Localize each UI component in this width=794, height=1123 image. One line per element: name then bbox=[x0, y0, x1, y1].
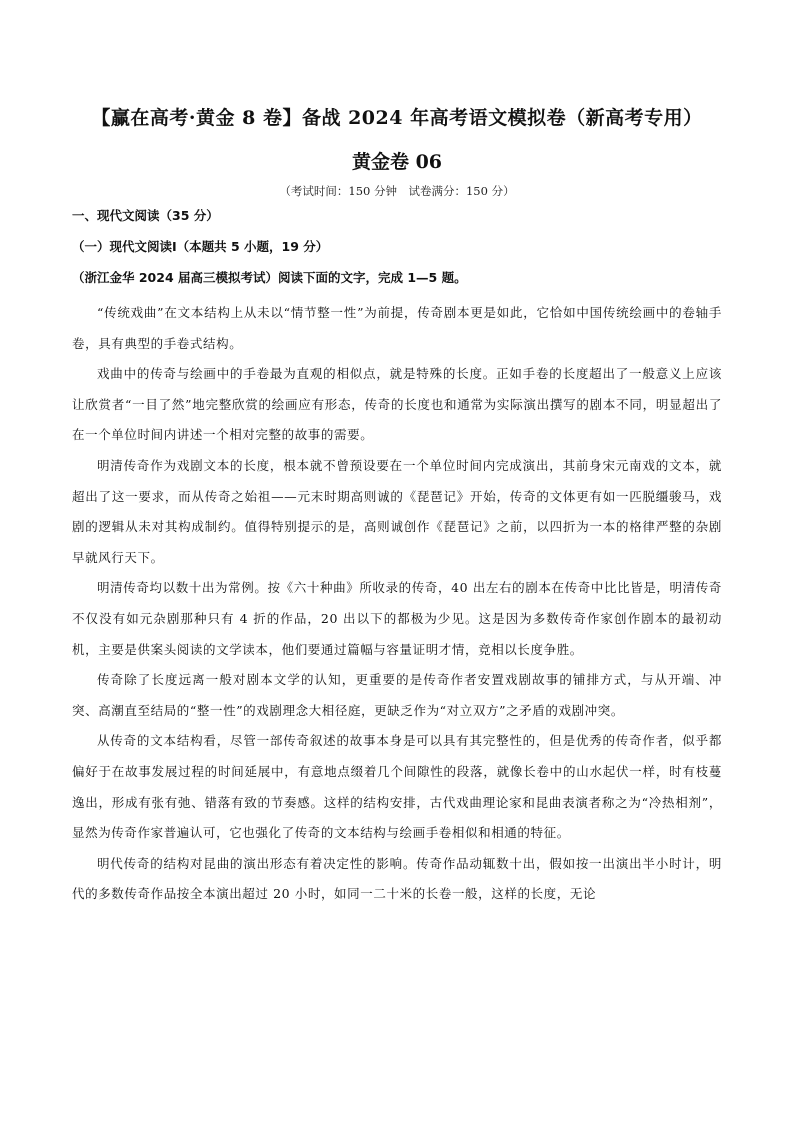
section-heading: 一、现代文阅读（35 分） bbox=[72, 208, 219, 223]
paragraph: 明清传奇均以数十出为常例。按《六十种曲》所收录的传奇，40 出左右的剧本在传奇中比比皆是，明清传奇不仅没有如元杂剧那种只有 4 折的作品，20 出以下的都极为少见。这是因为多数传奇作家创作剧本的最初动机，主要是供案头阅读的文学读本，他们要通过篇幅与容量证明才情，竞相以长度争胜。 bbox=[72, 580, 722, 657]
paragraph: 从传奇的文本结构看，尽管一部传奇叙述的故事本身是可以具有其完整性的，但是优秀的传奇作者，似乎都偏好于在故事发展过程的时间延展中，有意地点缀着几个间隙性的段落，就像长卷中的山水起伏一样，时有枝蔓逸出，形成有张有弛、错落有致的节奏感。这样的结构安排，古代戏曲理论家和昆曲表演者称之为“冷热相剂”，显然为传奇作家普遍认可，它也强化了传奇的文本结构与绘画手卷相似和相通的特征。 bbox=[72, 733, 722, 841]
subsection-heading: （一）现代文阅读Ⅰ（本题共 5 小题，19 分） bbox=[72, 239, 329, 254]
paragraph: 明清传奇作为戏剧文本的长度，根本就不曾预设要在一个单位时间内完成演出，其前身宋元南戏的文本，就超出了这一要求，而从传奇之始祖——元末时期高则诚的《琵琶记》开始，传奇的文体更有如一匹脱缰骏马，戏剧的逻辑从未对其构成制约。值得特别提示的是，高则诚创作《琵琶记》之前，以四折为一本的格律严整的杂剧早就风行天下。 bbox=[72, 457, 722, 565]
paragraph: 明代传奇的结构对昆曲的演出形态有着决定性的影响。传奇作品动辄数十出，假如按一出演出半小时计，明代的多数传奇作品按全本演出超过 20 小时，如同一二十米的长卷一般，这样的长度，无论 bbox=[72, 855, 722, 902]
document-title: 【赢在高考·黄金 8 卷】备战 2024 年高考语文模拟卷（新高考专用） bbox=[91, 107, 703, 129]
exam-info: （考试时间：150 分钟 试卷满分：150 分） bbox=[279, 184, 515, 198]
document-body bbox=[72, 205, 722, 910]
document-subtitle: 黄金卷 06 bbox=[351, 151, 443, 173]
paragraph: 传奇除了长度远离一般对剧本文学的认知，更重要的是传奇作者安置戏剧故事的铺排方式，与从开端、冲突、高潮直至结局的“整一性”的戏剧理念大相径庭，更缺乏作为“对立双方”之矛盾的戏剧冲突。 bbox=[72, 672, 722, 718]
reading-instruction: （浙江金华 2024 届高三模拟考试）阅读下面的文字，完成 1—5 题。 bbox=[72, 270, 467, 285]
paragraph: “传统戏曲”在文本结构上从未以“情节整一性”为前提，传奇剧本更是如此，它恰如中国传统绘画中的卷轴手卷，具有典型的手卷式结构。 bbox=[72, 305, 722, 351]
paragraph: 戏曲中的传奇与绘画中的手卷最为直观的相似点，就是特殊的长度。正如手卷的长度超出了一般意义上应该让欣赏者“一目了然”地完整欣赏的绘画应有形态，传奇的长度也和通常为实际演出撰写的剧本不同，明显超出了在一个单位时间内讲述一个相对完整的故事的需要。 bbox=[72, 366, 722, 443]
